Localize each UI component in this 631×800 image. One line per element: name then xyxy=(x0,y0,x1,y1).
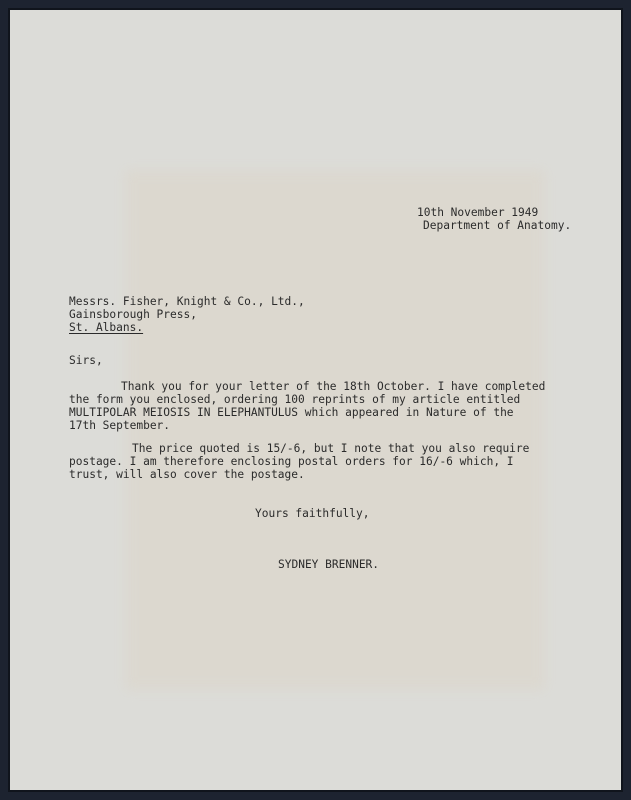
paper-stain xyxy=(125,170,545,690)
paragraph1-line-4: 17th September. xyxy=(69,419,171,432)
letter-page xyxy=(8,8,623,792)
salutation: Sirs, xyxy=(69,354,103,367)
recipient-line-1: Messrs. Fisher, Knight & Co., Ltd., xyxy=(69,295,305,308)
department-line: Department of Anatomy. xyxy=(423,219,572,232)
letter-date: 10th November 1949 xyxy=(417,206,539,219)
paragraph2-line-2: postage. I am therefore enclosing postal orders for 16/-6 which, I xyxy=(69,455,514,468)
paragraph2-line-1: The price quoted is 15/-6, but I note that you also require xyxy=(132,442,530,455)
paragraph1-line-3: MULTIPOLAR MEIOSIS IN ELEPHANTULUS which appeared in Nature of the xyxy=(69,406,514,419)
paragraph1-line-1: Thank you for your letter of the 18th October. I have completed xyxy=(121,380,546,393)
recipient-line-2: Gainsborough Press, xyxy=(69,308,197,321)
signature-name: SYDNEY BRENNER. xyxy=(278,558,380,571)
closing: Yours faithfully, xyxy=(255,507,370,520)
paragraph2-line-3: trust, will also cover the postage. xyxy=(69,468,305,481)
paragraph1-line-2: the form you enclosed, ordering 100 reprints of my article entitled xyxy=(69,393,521,406)
recipient-line-3: St. Albans. xyxy=(69,321,144,334)
